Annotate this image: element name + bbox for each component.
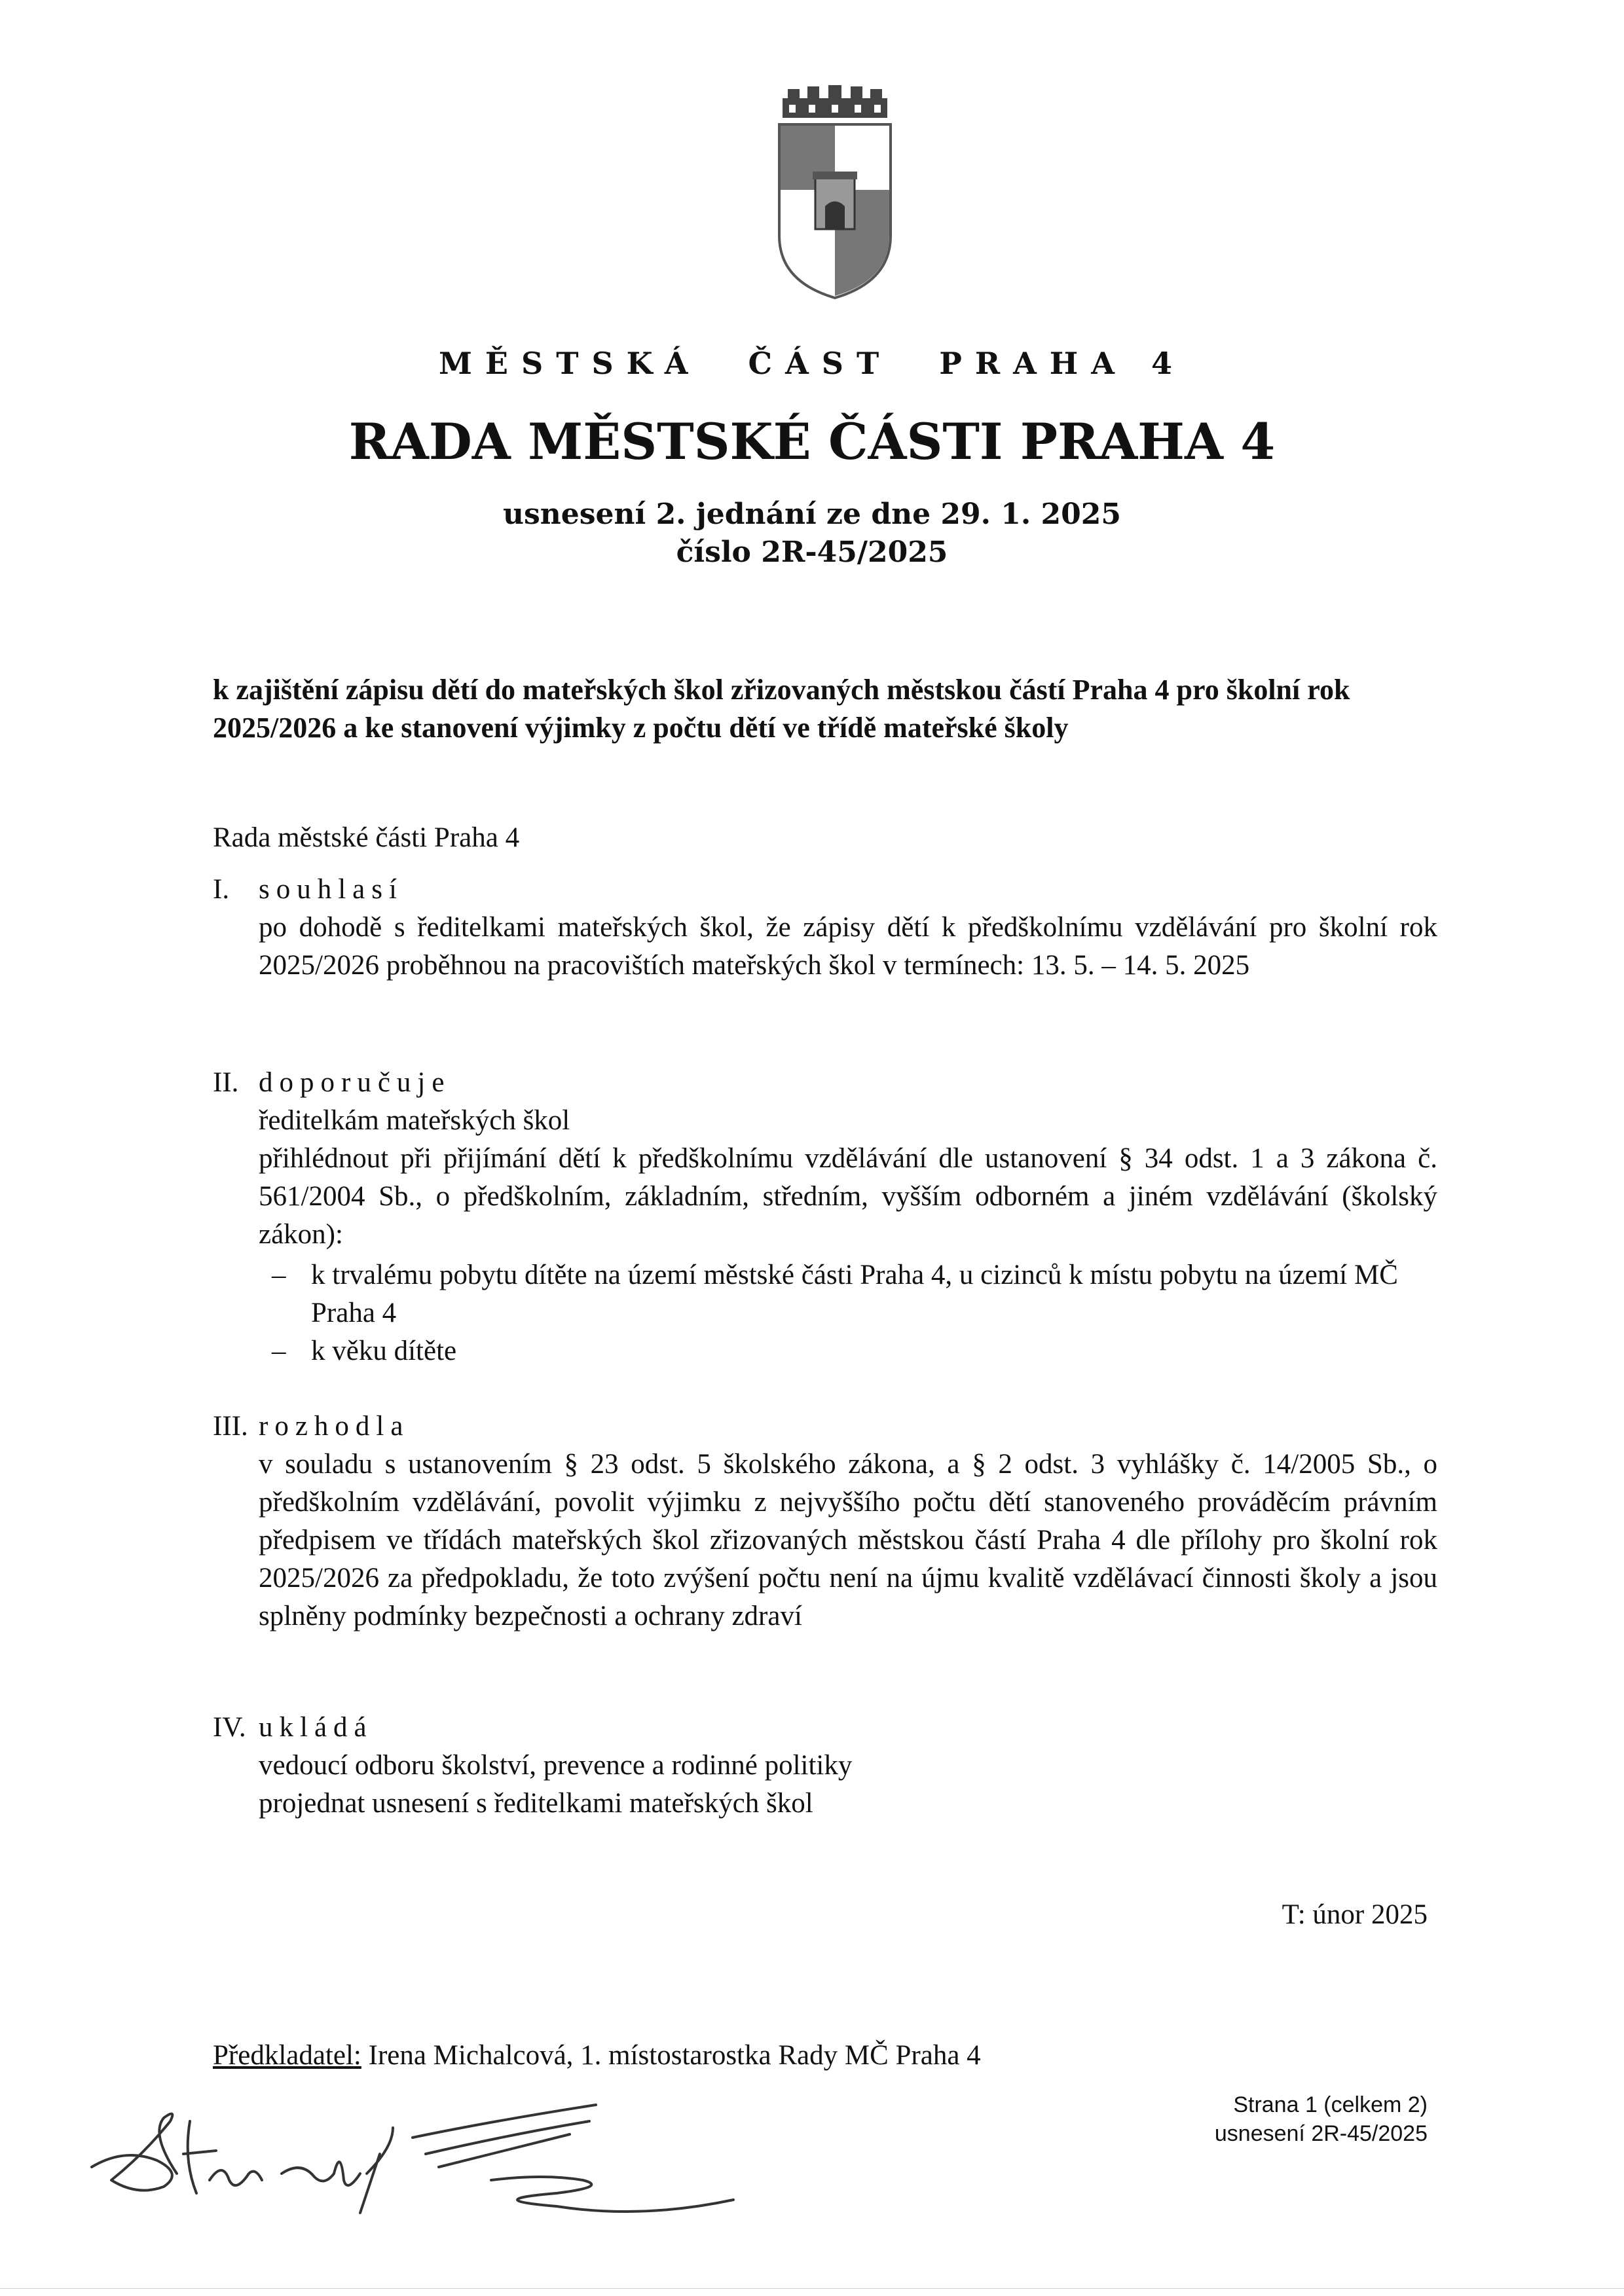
- section-number: I.: [213, 874, 230, 905]
- section-verb: rozhodla: [259, 1411, 410, 1442]
- section-uklada: [213, 1709, 1437, 1823]
- section-body: projednat usnesení s ředitelkami mateřských škol: [259, 1788, 813, 1819]
- bullet-marker: –: [272, 1336, 286, 1366]
- section-souhlasi: [213, 871, 1437, 985]
- list-item: [272, 1332, 1437, 1370]
- section-number: III.: [213, 1411, 248, 1442]
- section-verb: doporučuje: [259, 1067, 451, 1098]
- resolution-date: usnesení 2. jednání ze dne 29. 1. 2025: [503, 498, 1121, 531]
- section-body: přihlédnout při přijímání dětí k předškolnímu vzdělávání dle ustanovení § 34 odst. 1 a 3 zákona č. 561/2004 Sb., o předškolním, základním, středním, vyšším odborném a jiném vzdělávání (školský zákon):: [259, 1143, 1437, 1250]
- section-doporucuje: [213, 1064, 1437, 1370]
- section-number: IV.: [213, 1712, 246, 1743]
- council-title: RADA MĚSTSKÉ ČÁSTI PRAHA 4: [348, 412, 1276, 471]
- section-verb: souhlasí: [259, 874, 403, 905]
- section-body: po dohodě s ředitelkami mateřských škol, že zápisy dětí k předškolnímu vzdělávání pro školní rok 2025/2026 proběhnou na pracovištích mateřských škol v termínech: 13. 5. – 14. 5. 2025: [259, 912, 1437, 981]
- section-addressee: ředitelkám mateřských škol: [259, 1105, 570, 1136]
- list-item: [272, 1256, 1437, 1332]
- list-item-text: k trvalému pobytu dítěte na území městské části Praha 4, u cizinců k místu pobytu na území MČ Praha 4: [311, 1260, 1398, 1328]
- resolution-subject: k zajištění zápisu dětí do mateřských škol zřizovaných městskou částí Praha 4 pro školní rok 2025/2026 a ke stanovení výjimky z počtu dětí ve třídě mateřské školy: [213, 674, 1350, 744]
- page-edge-line: [0, 2288, 1624, 2289]
- list-item-text: k věku dítěte: [311, 1336, 457, 1366]
- page-number: Strana 1 (celkem 2): [1233, 2092, 1428, 2117]
- page-footer: [1215, 2090, 1428, 2148]
- section-number: II.: [213, 1067, 239, 1098]
- bullet-list: [272, 1256, 1437, 1370]
- proposer-label: Předkladatel:: [213, 2040, 361, 2071]
- resolution-intro: Rada městské části Praha 4: [213, 822, 520, 853]
- deadline: T: únor 2025: [1282, 1899, 1428, 1930]
- section-rozhodla: [213, 1408, 1437, 1635]
- section-addressee: vedoucí odboru školství, prevence a rodinné politiky: [259, 1750, 853, 1781]
- coat-of-arms-icon: [769, 85, 900, 301]
- section-verb: ukládá: [259, 1712, 373, 1743]
- proposer: [213, 2039, 981, 2071]
- municipality-title: MĚSTSKÁ ČÁST PRAHA 4: [439, 346, 1185, 381]
- footer-resolution: usnesení 2R-45/2025: [1214, 2121, 1428, 2146]
- handwritten-signature: [85, 2082, 819, 2246]
- bullet-marker: –: [272, 1260, 286, 1290]
- proposer-name: Irena Michalcová, 1. místostarostka Rady MČ Praha 4: [361, 2040, 981, 2071]
- resolution-number: číslo 2R-45/2025: [676, 536, 948, 569]
- section-body: v souladu s ustanovením § 23 odst. 5 školského zákona, a § 2 odst. 3 vyhlášky č. 14/2005 Sb., o předškolním vzdělávání, povolit výjimku z nejvyššího počtu dětí stanoveného prováděcím právním předpisem ve třídách mateřských škol zřizovaných městskou částí Praha 4 dle přílohy pro školní rok 2025/2026 za předpokladu, že toto zvýšení počtu není na újmu kvalitě vzdělávací činnosti školy a jsou splněny podmínky bezpečnosti a ochrany zdraví: [259, 1449, 1437, 1631]
